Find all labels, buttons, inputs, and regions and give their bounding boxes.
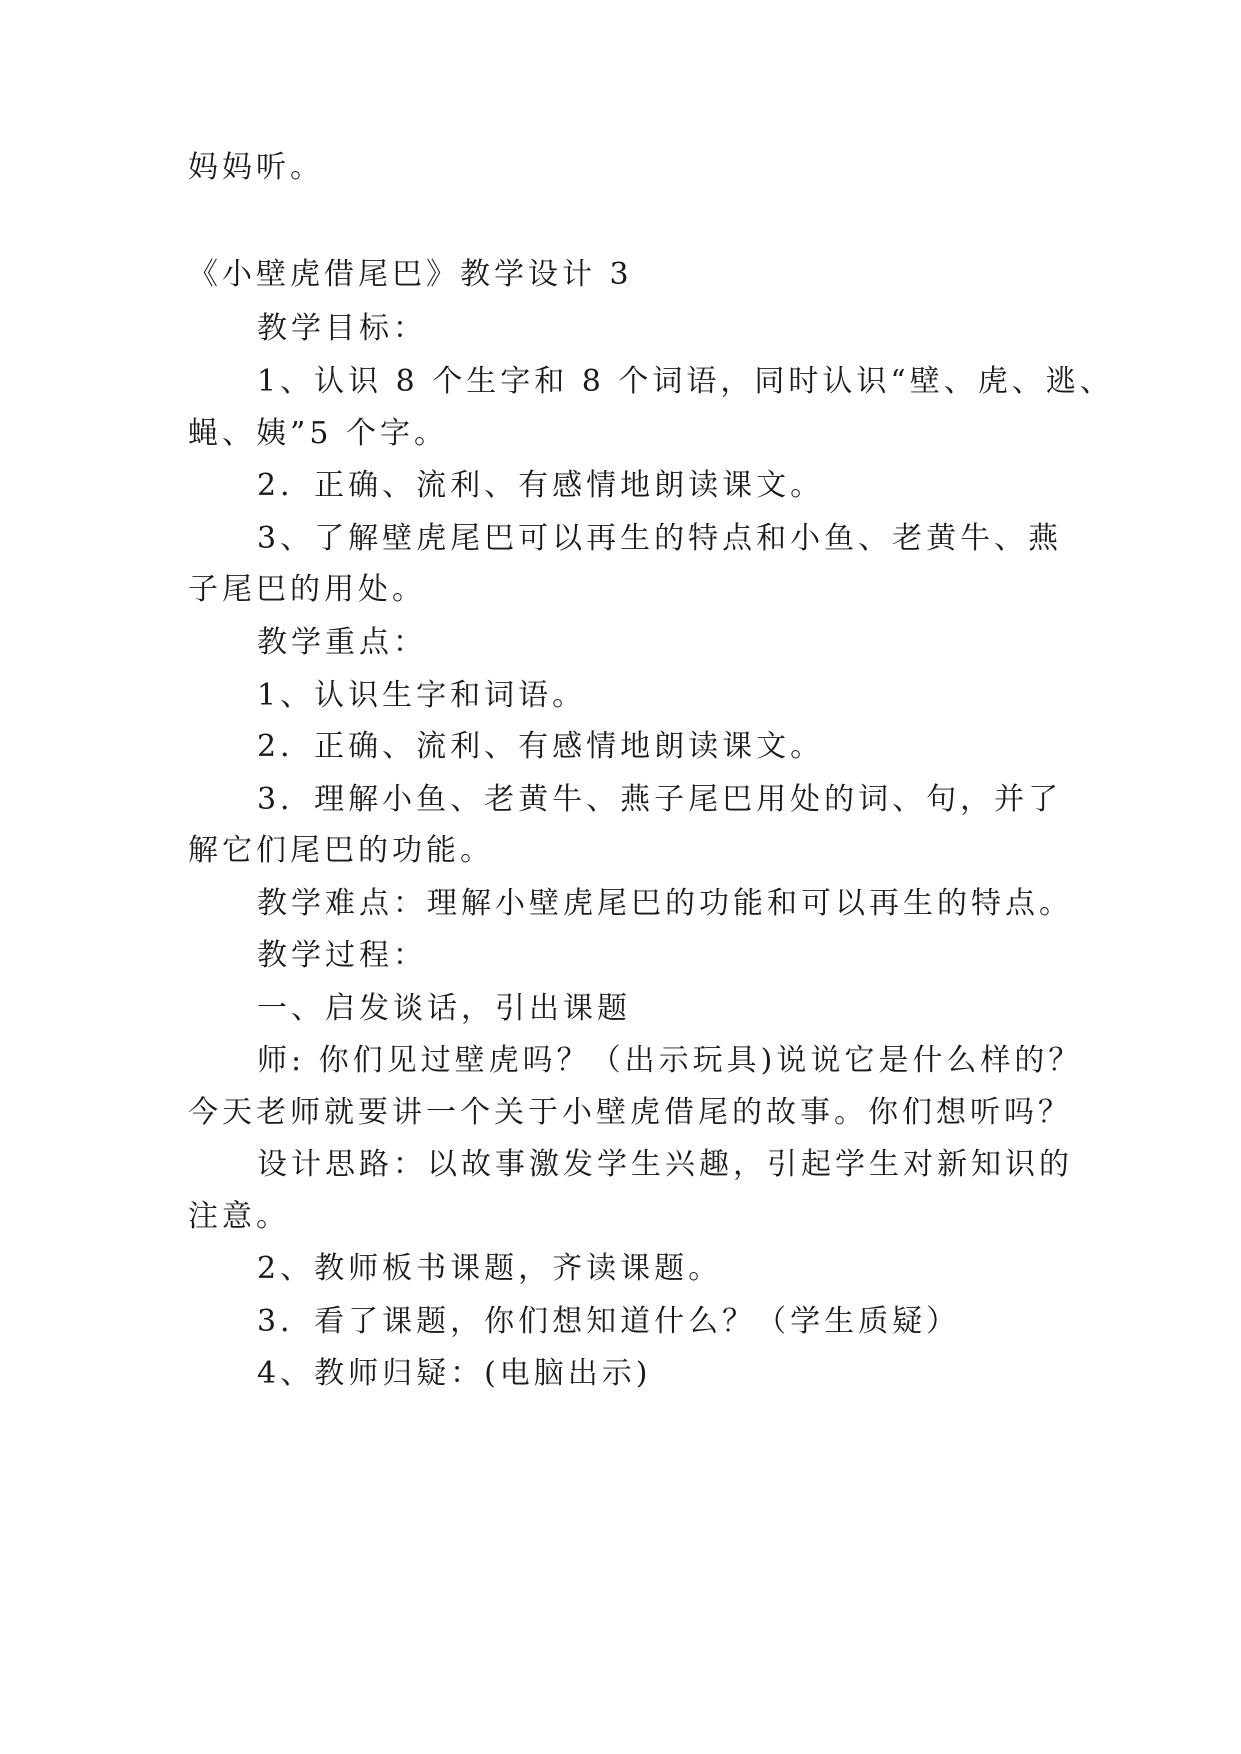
teacher-dialogue-line-2: 今天老师就要讲一个关于小壁虎借尾的故事。你们想听吗？ <box>188 1095 1072 1130</box>
text-line-continuation: 妈妈听。 <box>188 150 324 185</box>
section-heading-objectives: 教学目标： <box>257 311 427 346</box>
section-difficulty: 教学难点：理解小壁虎尾巴的功能和可以再生的特点。 <box>257 886 1073 921</box>
key-point-2: 2．正确、流利、有感情地朗读课文。 <box>257 729 825 764</box>
design-idea-line-2: 注意。 <box>188 1199 290 1234</box>
process-step-4: 4、教师归疑：(电脑出示) <box>257 1356 652 1391</box>
key-point-3-line-2: 解它们尾巴的功能。 <box>188 833 494 868</box>
process-step-1: 一、启发谈话，引出课题 <box>257 991 631 1026</box>
process-step-2: 2、教师板书课题，齐读课题。 <box>257 1251 723 1286</box>
key-point-1: 1、认识生字和词语。 <box>257 678 587 713</box>
design-idea-line-1: 设计思路：以故事激发学生兴趣，引起学生对新知识的 <box>257 1147 1073 1182</box>
objective-2: 2．正确、流利、有感情地朗读课文。 <box>257 468 825 503</box>
section-heading-process: 教学过程： <box>257 938 427 973</box>
teacher-dialogue-line-1: 师: 你们见过壁虎吗？（出示玩具)说说它是什么样的？ <box>257 1043 1083 1078</box>
objective-1-line-1: 1、认识 8 个生字和 8 个词语，同时认识“壁、虎、逃、 <box>257 364 1114 399</box>
key-point-3-line-1: 3．理解小鱼、老黄牛、燕子尾巴用处的词、句，并了 <box>257 782 1063 817</box>
process-step-3: 3．看了课题，你们想知道什么？（学生质疑） <box>257 1304 961 1339</box>
document-title: 《小壁虎借尾巴》教学设计 3 <box>188 257 633 292</box>
objective-3-line-1: 3、了解壁虎尾巴可以再生的特点和小鱼、老黄牛、燕 <box>257 521 1063 556</box>
objective-3-line-2: 子尾巴的用处。 <box>188 572 426 607</box>
objective-1-line-2: 蝇、姨”5 个字。 <box>188 416 448 451</box>
section-heading-key-points: 教学重点： <box>257 625 427 660</box>
